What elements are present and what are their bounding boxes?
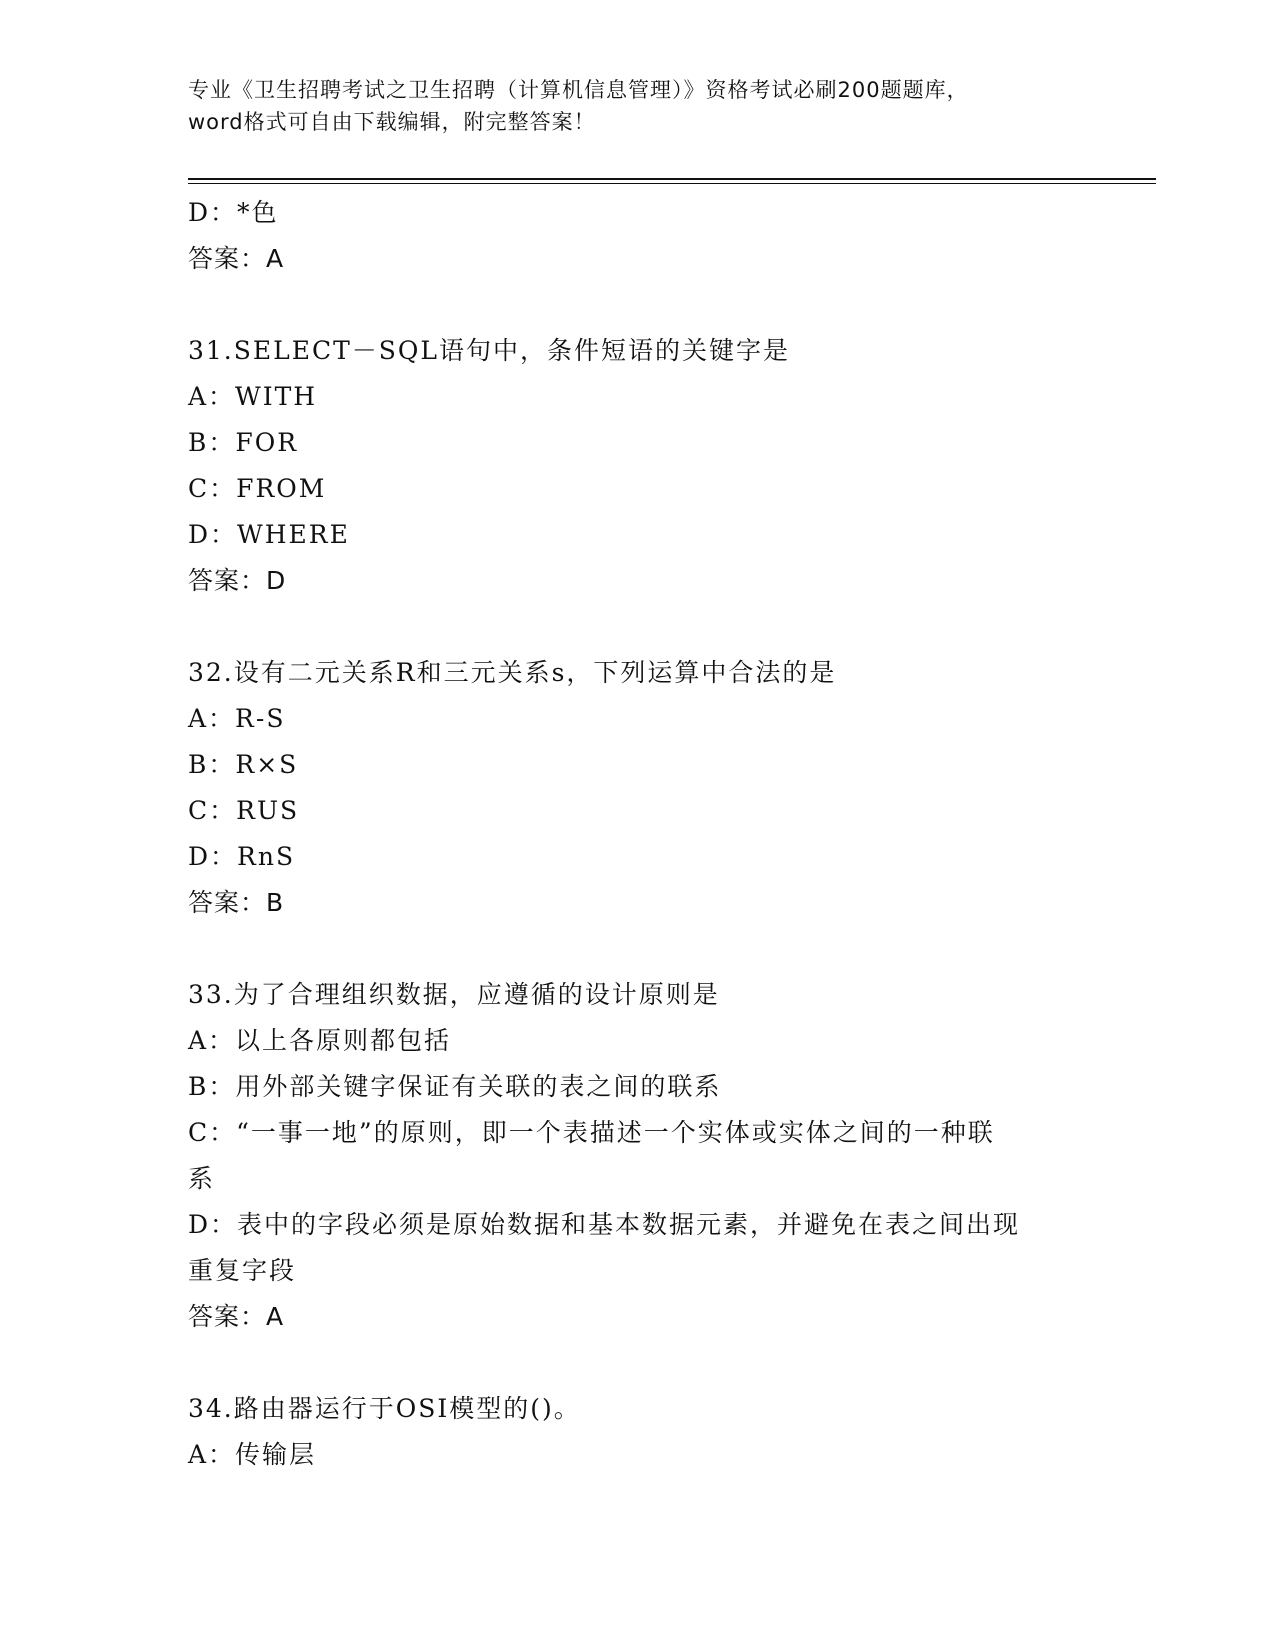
option-d-line-1: D：表中的字段必须是原始数据和基本数据元素，并避免在表之间出现: [188, 1210, 1021, 1239]
option-b: B：用外部关键字保证有关联的表之间的联系: [188, 1072, 722, 1101]
answer-line: 答案：B: [188, 888, 285, 917]
document-header: [188, 74, 1088, 138]
spacer: [188, 604, 1088, 650]
question-31: [188, 328, 1088, 604]
option-a: A：WITH: [188, 382, 318, 411]
answer-line: 答案：A: [188, 244, 285, 273]
question-text: 31.SELECT－SQL语句中，条件短语的关键字是: [188, 336, 791, 365]
header-divider-thick: [188, 178, 1156, 180]
option-c-line-1: C：“一事一地”的原则，即一个表描述一个实体或实体之间的一种联: [188, 1118, 995, 1147]
option-b: B：R×S: [188, 750, 299, 779]
question-text: 32.设有二元关系R和三元关系s，下列运算中合法的是: [188, 658, 837, 687]
question-list: [188, 190, 1088, 1478]
header-line-2: word格式可自由下载编辑，附完整答案！: [188, 110, 596, 134]
spacer: [188, 282, 1088, 328]
answer-line: 答案：A: [188, 1302, 285, 1331]
option-a: A：传输层: [188, 1440, 317, 1469]
header-divider-thin: [188, 183, 1156, 184]
option-a: A：以上各原则都包括: [188, 1026, 452, 1055]
answer-line: 答案：D: [188, 566, 287, 595]
option-b: B：FOR: [188, 428, 299, 457]
question-32: [188, 650, 1088, 926]
option-c: C：FROM: [188, 474, 327, 503]
option-a: A：R-S: [188, 704, 286, 733]
question-text: 33.为了合理组织数据，应遵循的设计原则是: [188, 980, 720, 1009]
previous-question-tail: [188, 190, 1088, 282]
option-d-line-2: 重复字段: [188, 1256, 297, 1285]
question-text: 34.路由器运行于OSI模型的()。: [188, 1394, 581, 1423]
option-c-line-2: 系: [188, 1164, 216, 1193]
spacer: [188, 1340, 1088, 1386]
option-d: D：RnS: [188, 842, 296, 871]
option-d: D：WHERE: [188, 520, 350, 549]
header-line-1: 专业《卫生招聘考试之卫生招聘（计算机信息管理）》资格考试必刷200题题库，: [188, 78, 969, 102]
option-c: C：RUS: [188, 796, 300, 825]
option-d: D：*色: [188, 198, 279, 227]
question-34: [188, 1386, 1088, 1478]
question-33: [188, 972, 1088, 1340]
spacer: [188, 926, 1088, 972]
